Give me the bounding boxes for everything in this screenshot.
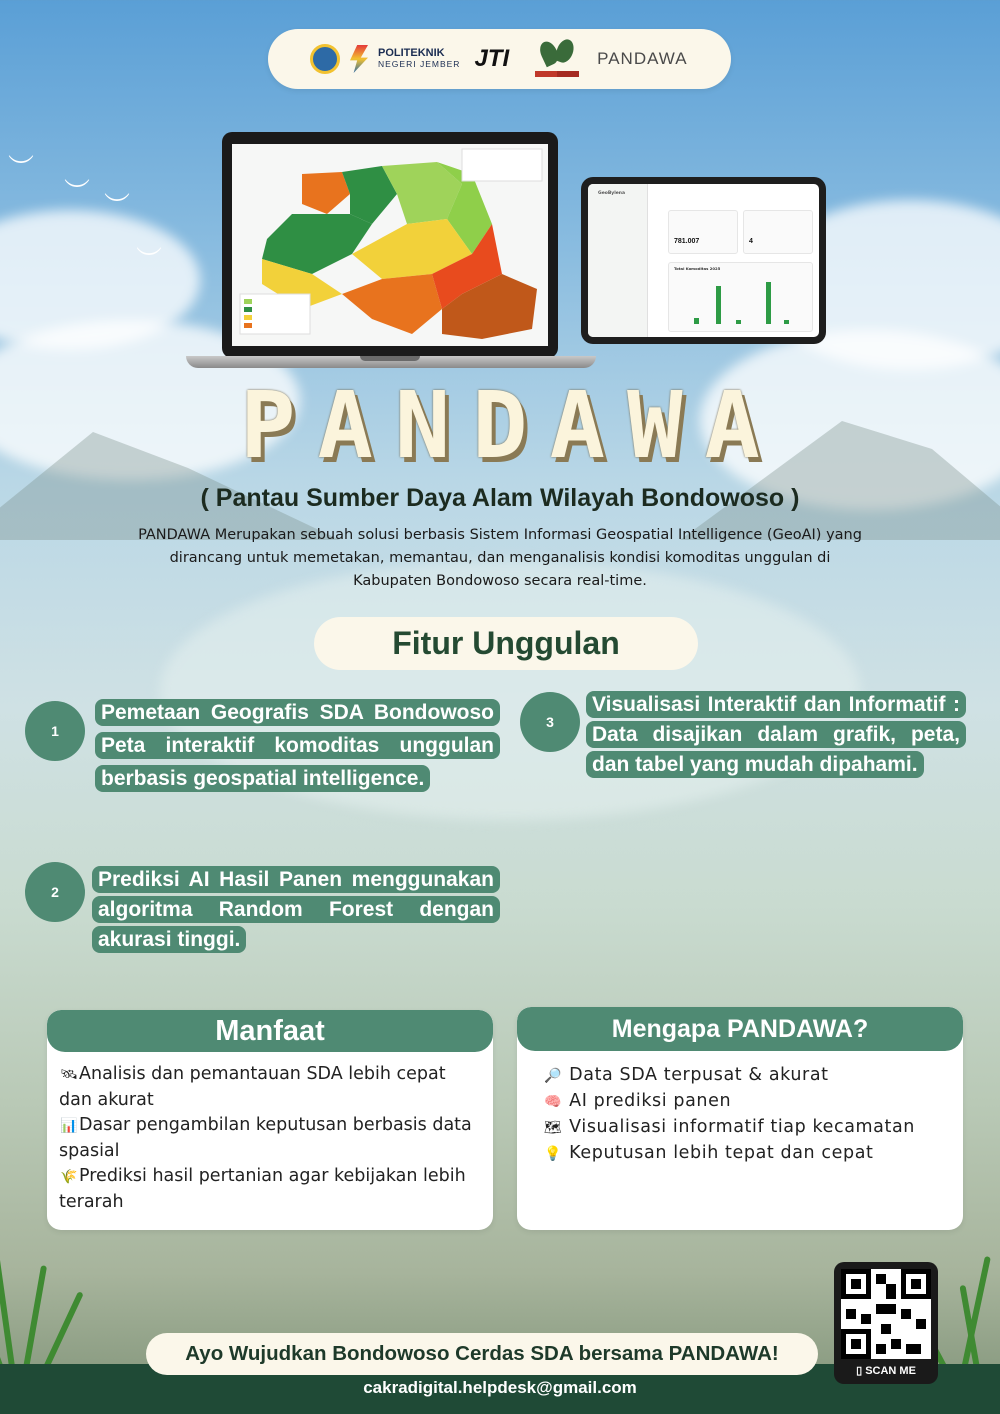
page-subtitle: ( Pantau Sumber Daya Alam Wilayah Bondowoso ) bbox=[200, 484, 800, 512]
phone-icon: ▯ bbox=[856, 1365, 863, 1377]
feature-number-2: 2 bbox=[25, 862, 85, 922]
mengapa-card bbox=[517, 1007, 963, 1230]
laptop-notch bbox=[360, 356, 420, 361]
bondowoso-map bbox=[232, 144, 548, 346]
laptop-mockup bbox=[222, 132, 558, 358]
map-icon: 🗺 bbox=[543, 1120, 563, 1136]
stat-card bbox=[743, 210, 813, 254]
list-item: 💡 Keputusan lebih tepat dan cepat bbox=[543, 1141, 947, 1167]
page-title: PANDAWA bbox=[240, 372, 782, 479]
call-to-action: Ayo Wujudkan Bondowoso Cerdas SDA bersama PANDAWA! bbox=[146, 1333, 818, 1375]
lightbulb-icon: 💡 bbox=[543, 1146, 563, 1162]
feature-item-1 bbox=[95, 696, 500, 795]
header-logo-bar bbox=[268, 29, 731, 89]
institution-name: POLITEKNIK NEGERI JEMBER bbox=[378, 47, 461, 69]
wheat-icon: 🌾 bbox=[60, 1169, 78, 1185]
jti-logo: JTI bbox=[474, 45, 510, 72]
bar-chart-icon: 📊 bbox=[60, 1118, 78, 1134]
list-item: 🗺 Visualisasi informatif tiap kecamatan bbox=[543, 1115, 947, 1141]
satellite-icon: 🛰 bbox=[60, 1067, 78, 1083]
feature-item-2 bbox=[92, 865, 500, 955]
qr-image bbox=[841, 1269, 931, 1359]
bird-icon: ︶ bbox=[104, 192, 131, 222]
feature-text-3: Data disajikan dalam grafik, peta, dan tabel yang mudah dipahami. bbox=[586, 721, 966, 778]
pandawa-logo-text: PANDAWA bbox=[597, 49, 688, 68]
qr-label: ▯ SCAN ME bbox=[856, 1365, 916, 1377]
list-item: 🧠 AI prediksi panen bbox=[543, 1089, 947, 1115]
list-item: 🛰Analisis dan pemantauan SDA lebih cepat dan akurat bbox=[59, 1064, 446, 1110]
bird-icon: ︶ bbox=[8, 154, 35, 184]
mengapa-heading: Mengapa PANDAWA? bbox=[517, 1007, 963, 1051]
grass-decoration bbox=[40, 1291, 83, 1375]
feature-title-3: Visualisasi Interaktif dan Informatif : bbox=[586, 691, 966, 718]
dashboard-screenshot bbox=[588, 184, 819, 337]
manfaat-card bbox=[47, 1010, 493, 1230]
dashboard-bar-chart bbox=[674, 276, 809, 328]
stat-value: 781.007 bbox=[674, 238, 700, 245]
dashboard-sidebar: GeoBylena bbox=[588, 184, 648, 337]
list-item: 🌾Prediksi hasil pertanian agar kebijakan lebih terarah bbox=[59, 1166, 466, 1212]
feature-text-2: Prediksi AI Hasil Panen menggunakan algoritma Random Forest dengan akurasi tinggi. bbox=[92, 866, 500, 953]
stat-value: 4 bbox=[749, 238, 753, 245]
features-heading: Fitur Unggulan bbox=[314, 617, 698, 670]
mengapa-list bbox=[517, 1051, 963, 1167]
polije-bolt-icon bbox=[350, 45, 368, 73]
feature-item-3 bbox=[586, 690, 966, 780]
chart-title: Total Komoditas 2025 bbox=[674, 266, 721, 271]
pandawa-book-icon bbox=[533, 39, 581, 79]
stat-card bbox=[668, 210, 738, 254]
feature-text-1: Pemetaan Geografis SDA Bondowoso Peta interaktif komoditas unggulan berbasis geospatial intelligence. bbox=[95, 699, 500, 792]
grass-decoration bbox=[0, 1235, 16, 1374]
manfaat-list bbox=[47, 1052, 493, 1215]
polije-seal-icon bbox=[310, 44, 340, 74]
tablet-mockup bbox=[581, 177, 826, 344]
map-screenshot bbox=[232, 144, 548, 346]
manfaat-heading: Manfaat bbox=[47, 1010, 493, 1052]
qr-code[interactable] bbox=[834, 1262, 938, 1384]
list-item: 🔎 Data SDA terpusat & akurat bbox=[543, 1063, 947, 1089]
bird-icon: ︶ bbox=[136, 246, 163, 276]
list-item: 📊Dasar pengambilan keputusan berbasis data spasial bbox=[59, 1115, 472, 1161]
grass-decoration bbox=[22, 1265, 47, 1374]
bird-icon: ︶ bbox=[64, 178, 91, 208]
brain-icon: 🧠 bbox=[543, 1094, 563, 1110]
contact-email[interactable]: cakradigital.helpdesk@gmail.com bbox=[363, 1378, 637, 1397]
feature-number-3: 3 bbox=[520, 692, 580, 752]
magnifier-icon: 🔎 bbox=[543, 1068, 563, 1084]
feature-number-1: 1 bbox=[25, 701, 85, 761]
page-description: PANDAWA Merupakan sebuah solusi berbasis Sistem Informasi Geospatial Intelligence (GeoAI) yang dirancang untuk memetakan, memantau, dan menganalisis kondisi komoditas unggulan di Kabupaten Bondowoso secara real-time. bbox=[138, 527, 862, 589]
